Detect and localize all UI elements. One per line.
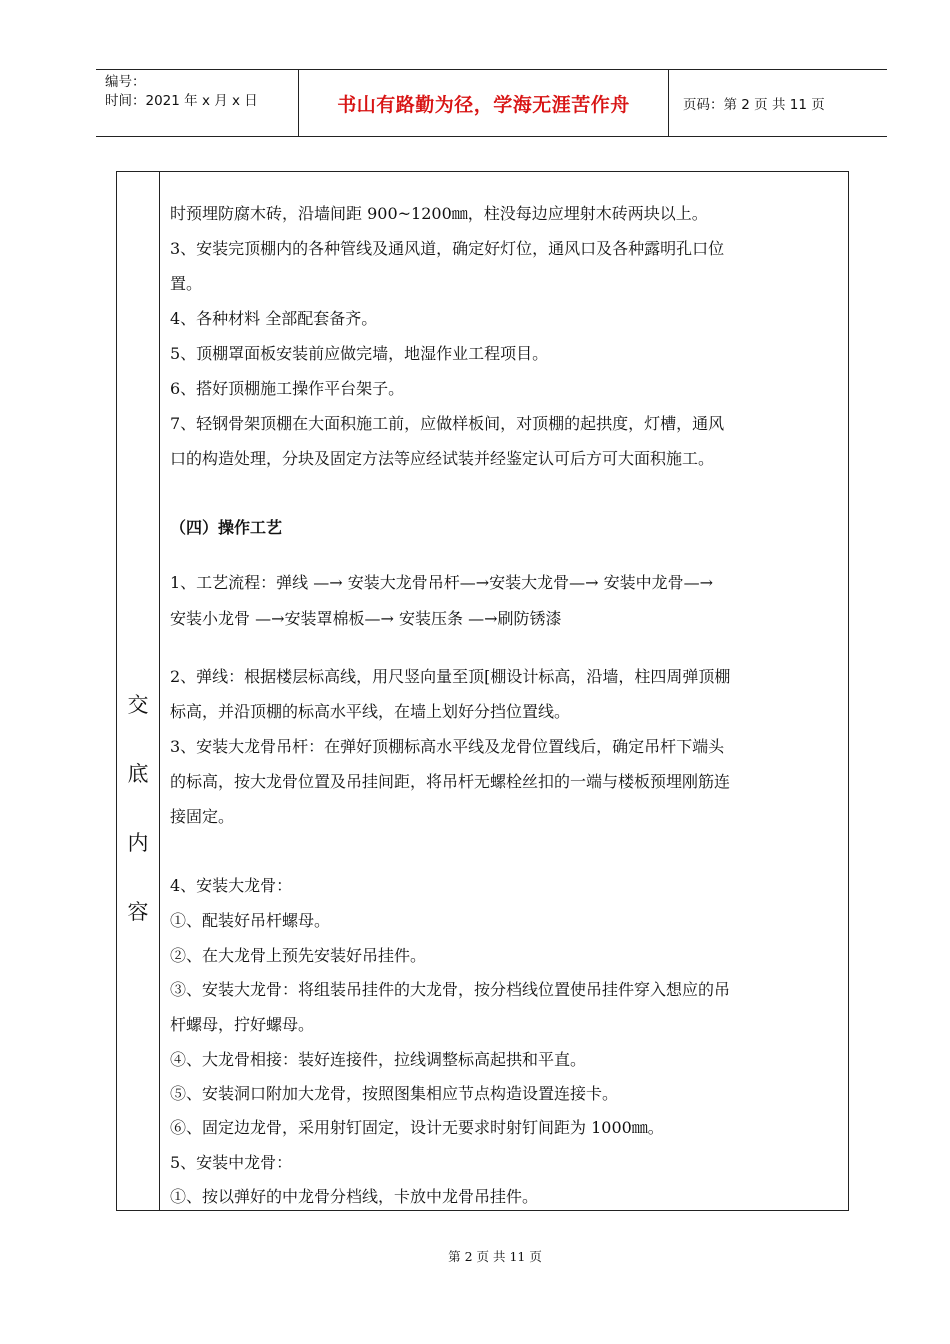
text-line: ④、大龙骨相接：装好连接件，拉线调整标高起拱和平直。 [170,1050,587,1069]
header-page-cell [669,70,887,136]
motto: 书山有路勤为径，学海无涯苦作舟 [337,93,630,116]
side-char: 容 [127,900,149,924]
text-line: 3、安装大龙骨吊杆：在弹好顶棚标高水平线及龙骨位置线后，确定吊杆下端头 [170,737,725,756]
text-line: 4、各种材料 全部配套备齐。 [170,309,378,328]
text-line: 6、搭好顶棚施工操作平台架子。 [170,379,405,398]
text-line: 7、轻钢骨架顶棚在大面积施工前，应做样板间，对顶棚的起拱度，灯槽，通风 [170,414,725,433]
text-line: 安装小龙骨 —→安装罩棉板—→ 安装压条 —→刷防锈漆 [170,609,562,628]
text-line: 杆螺母，拧好螺母。 [170,1015,315,1034]
side-char: 底 [127,762,149,786]
text-line: ⑥、固定边龙骨，采用射钉固定，设计无要求时射钉间距为 1000㎜。 [170,1118,664,1137]
text-line: 1、工艺流程：弹线 —→ 安装大龙骨吊杆—→安装大龙骨—→ 安装中龙骨—→ [170,573,714,592]
text-line: ②、在大龙骨上预先安装好吊挂件。 [170,946,427,965]
time-label: 时间：2021 年 x 月 x 日 [105,93,258,109]
content-table [116,171,849,1211]
text-line: ①、配装好吊杆螺母。 [170,911,331,930]
header-motto-cell [298,70,669,136]
text-line: 口的构造处理，分块及固定方法等应经试装并经鉴定认可后方可大面积施工。 [170,449,715,468]
text-line: 的标高，按大龙骨位置及吊挂间距，将吊杆无螺栓丝扣的一端与楼板预埋刚筋连 [170,772,731,791]
text-line: 接固定。 [170,807,235,826]
page-label: 页码：第 2 页 共 11 页 [683,97,825,113]
text-line: ③、安装大龙骨：将组装吊挂件的大龙骨，按分档线位置使吊挂件穿入想应的吊 [170,980,731,999]
text-line: 5、顶棚罩面板安装前应做完墙，地湿作业工程项目。 [170,344,549,363]
side-char: 交 [127,693,149,717]
text-line: 标高，并沿顶棚的标高水平线，在墙上划好分挡位置线。 [170,702,571,721]
side-label [117,690,159,966]
text-line: ①、按以弹好的中龙骨分档线，卡放中龙骨吊挂件。 [170,1187,539,1206]
text-line: 2、弹线：根据楼层标高线，用尺竖向量至顶[棚设计标高，沿墙，柱四周弹顶棚 [170,667,731,686]
header-meta [96,70,298,136]
side-column [117,172,160,1210]
text-line: 时预埋防腐木砖，沿墙间距 900~1200㎜，柱没每边应埋射木砖两块以上。 [170,204,708,223]
section-heading: （四）操作工艺 [170,518,283,537]
content-body [160,172,848,1210]
text-line: 4、安装大龙骨： [170,876,293,895]
page-footer: 第 2 页 共 11 页 [448,1249,542,1264]
text-line: ⑤、安装洞口附加大龙骨，按照图集相应节点构造设置连接卡。 [170,1084,619,1103]
page-header [96,69,887,137]
number-label: 编号： [105,74,146,90]
text-line: 置。 [170,274,203,293]
text-line: 5、安装中龙骨： [170,1153,293,1172]
side-char: 内 [127,831,149,855]
text-line: 3、安装完顶棚内的各种管线及通风道，确定好灯位，通风口及各种露明孔口位 [170,239,725,258]
